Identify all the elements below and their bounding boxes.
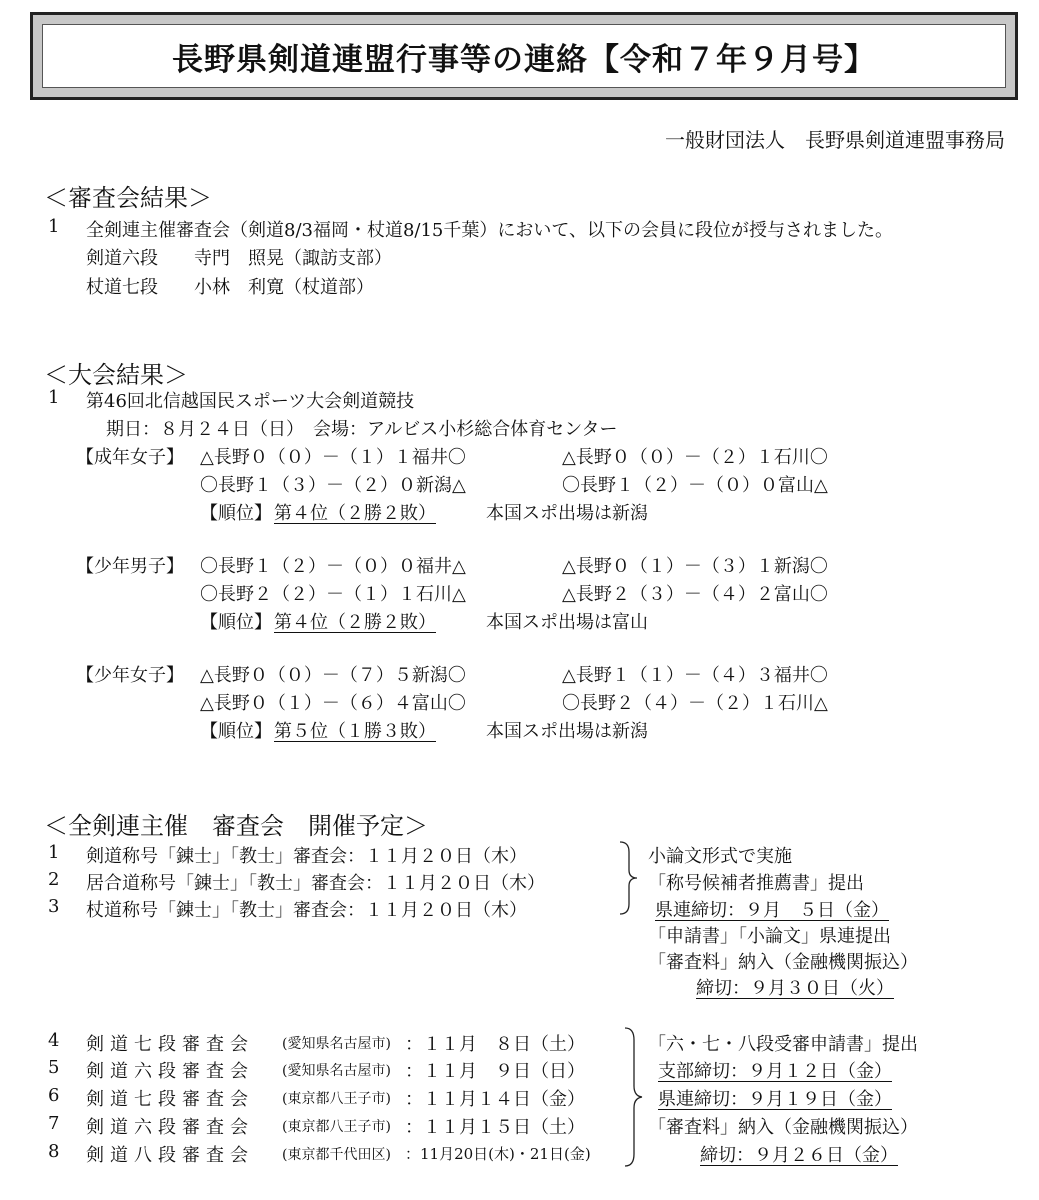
exam-date: ：１１月 ８日（土） xyxy=(405,1034,585,1055)
schedule-note: 「六・七・八段受審申請書」提出 xyxy=(648,1034,918,1055)
qualifier-note: 本国スポ出場は富山 xyxy=(486,612,648,633)
item-number: 1 xyxy=(48,842,60,863)
match-result: △長野０（０）－（１）１福井〇 xyxy=(200,447,466,468)
title-frame xyxy=(42,24,1006,88)
match-result: 〇長野１（２）－（０）０富山△ xyxy=(562,475,828,496)
page-title: 長野県剣道連盟行事等の連絡【令和７年９月号】 xyxy=(172,41,876,78)
rank-value: 第５位（１勝３敗） xyxy=(274,721,436,742)
match-result: △長野０（０）－（７）５新潟〇 xyxy=(200,665,466,686)
match-result: △長野０（１）－（３）１新潟〇 xyxy=(562,556,828,577)
exam-name: 剣道六段審査会 xyxy=(86,1061,254,1082)
schedule-note: 「審査料」納入（金融機関振込） xyxy=(648,952,918,973)
exam-name: 剣道七段審査会 xyxy=(86,1089,254,1110)
category-label: 【少年男子】 xyxy=(76,556,184,577)
item-number: 8 xyxy=(48,1141,60,1162)
match-result: 〇長野２（４）－（２）１石川△ xyxy=(562,693,828,714)
item-number: 4 xyxy=(48,1030,60,1051)
rank-value: 第４位（２勝２敗） xyxy=(274,612,436,633)
qualifier-note: 本国スポ出場は新潟 xyxy=(486,721,648,742)
event-name: 第46回北信越国民スポーツ大会剣道競技 xyxy=(86,391,415,412)
item-number: 2 xyxy=(48,869,60,890)
deadline-note: 県連締切：９月１９日（金） xyxy=(658,1089,892,1110)
match-result: △長野１（１）－（４）３福井〇 xyxy=(562,665,828,686)
deadline-note: 締切：９月３０日（火） xyxy=(696,978,894,999)
match-result: 〇長野１（３）－（２）０新潟△ xyxy=(200,475,466,496)
match-result: △長野０（０）－（２）１石川〇 xyxy=(562,447,828,468)
item-number: 6 xyxy=(48,1085,60,1106)
match-result: 〇長野２（２）－（１）１石川△ xyxy=(200,584,466,605)
category-label: 【成年女子】 xyxy=(76,447,184,468)
title-box xyxy=(30,12,1018,100)
section-heading-schedule: ＜全剣連主催 審査会 開催予定＞ xyxy=(44,812,428,840)
organization-name: 一般財団法人 長野県剣道連盟事務局 xyxy=(665,128,1005,152)
schedule-item: 居合道称号「錬士」「教士」審査会：１１月２０日（木） xyxy=(86,873,545,894)
exam-place: (東京都八王子市) xyxy=(282,1091,391,1107)
deadline-note: 県連締切：９月 ５日（金） xyxy=(655,900,889,921)
schedule-note: 「審査料」納入（金融機関振込） xyxy=(648,1117,918,1138)
exam-name: 剣道八段審査会 xyxy=(86,1145,254,1166)
rank-value: 第４位（２勝２敗） xyxy=(274,503,436,524)
schedule-item: 剣道称号「錬士」「教士」審査会：１１月２０日（木） xyxy=(86,846,527,867)
item-number: 3 xyxy=(48,896,60,917)
rank-label: 【順位】 xyxy=(200,612,272,633)
match-result: △長野０（１）－（６）４富山〇 xyxy=(200,693,466,714)
schedule-note: 「申請書」「小論文」県連提出 xyxy=(648,926,891,947)
recipient-name: 寺門 照晃（諏訪支部） xyxy=(194,248,392,269)
item-number: 1 xyxy=(48,387,60,408)
section-heading-taikai-results: ＜大会結果＞ xyxy=(44,361,188,389)
recipient-rank: 剣道六段 xyxy=(86,248,158,269)
exam-date: ：11月20日(木)・21日(金) xyxy=(405,1145,591,1163)
item-number: 5 xyxy=(48,1057,60,1078)
schedule-note: 小論文形式で実施 xyxy=(648,846,792,867)
brace-icon xyxy=(617,838,639,918)
deadline-note: 締切：９月２６日（金） xyxy=(700,1145,898,1166)
match-result: 〇長野１（２）－（０）０福井△ xyxy=(200,556,466,577)
shinsa-result-text: 全剣連主催審査会（剣道8/3福岡・杖道8/15千葉）において、以下の会員に段位が授与されました。 xyxy=(86,220,894,241)
exam-date: ：１１月１４日（金） xyxy=(405,1089,585,1110)
rank-label: 【順位】 xyxy=(200,503,272,524)
qualifier-note: 本国スポ出場は新潟 xyxy=(486,503,648,524)
item-number: 7 xyxy=(48,1113,60,1134)
exam-date: ：１１月１５日（土） xyxy=(405,1117,585,1138)
exam-place: (愛知県名古屋市) xyxy=(282,1063,391,1079)
exam-place: (東京都八王子市) xyxy=(282,1119,391,1135)
exam-date: ：１１月 ９日（日） xyxy=(405,1061,585,1082)
exam-name: 剣道六段審査会 xyxy=(86,1117,254,1138)
exam-name: 剣道七段審査会 xyxy=(86,1034,254,1055)
match-result: △長野２（３）－（４）２富山〇 xyxy=(562,584,828,605)
schedule-note: 「称号候補者推薦書」提出 xyxy=(648,873,864,894)
schedule-item: 杖道称号「錬士」「教士」審査会：１１月２０日（木） xyxy=(86,900,527,921)
recipient-name: 小林 利寛（杖道部） xyxy=(194,277,374,298)
section-heading-shinsa-results: ＜審査会結果＞ xyxy=(44,184,212,212)
exam-place: (東京都千代田区) xyxy=(282,1147,391,1163)
deadline-note: 支部締切：９月１２日（金） xyxy=(658,1061,892,1082)
event-date-venue: 期日：８月２４日（日） 会場：アルビス小杉総合体育センター xyxy=(106,419,618,440)
recipient-rank: 杖道七段 xyxy=(86,277,158,298)
item-number: 1 xyxy=(48,216,60,237)
brace-icon xyxy=(622,1024,644,1170)
category-label: 【少年女子】 xyxy=(76,665,184,686)
exam-place: (愛知県名古屋市) xyxy=(282,1036,391,1052)
rank-label: 【順位】 xyxy=(200,721,272,742)
